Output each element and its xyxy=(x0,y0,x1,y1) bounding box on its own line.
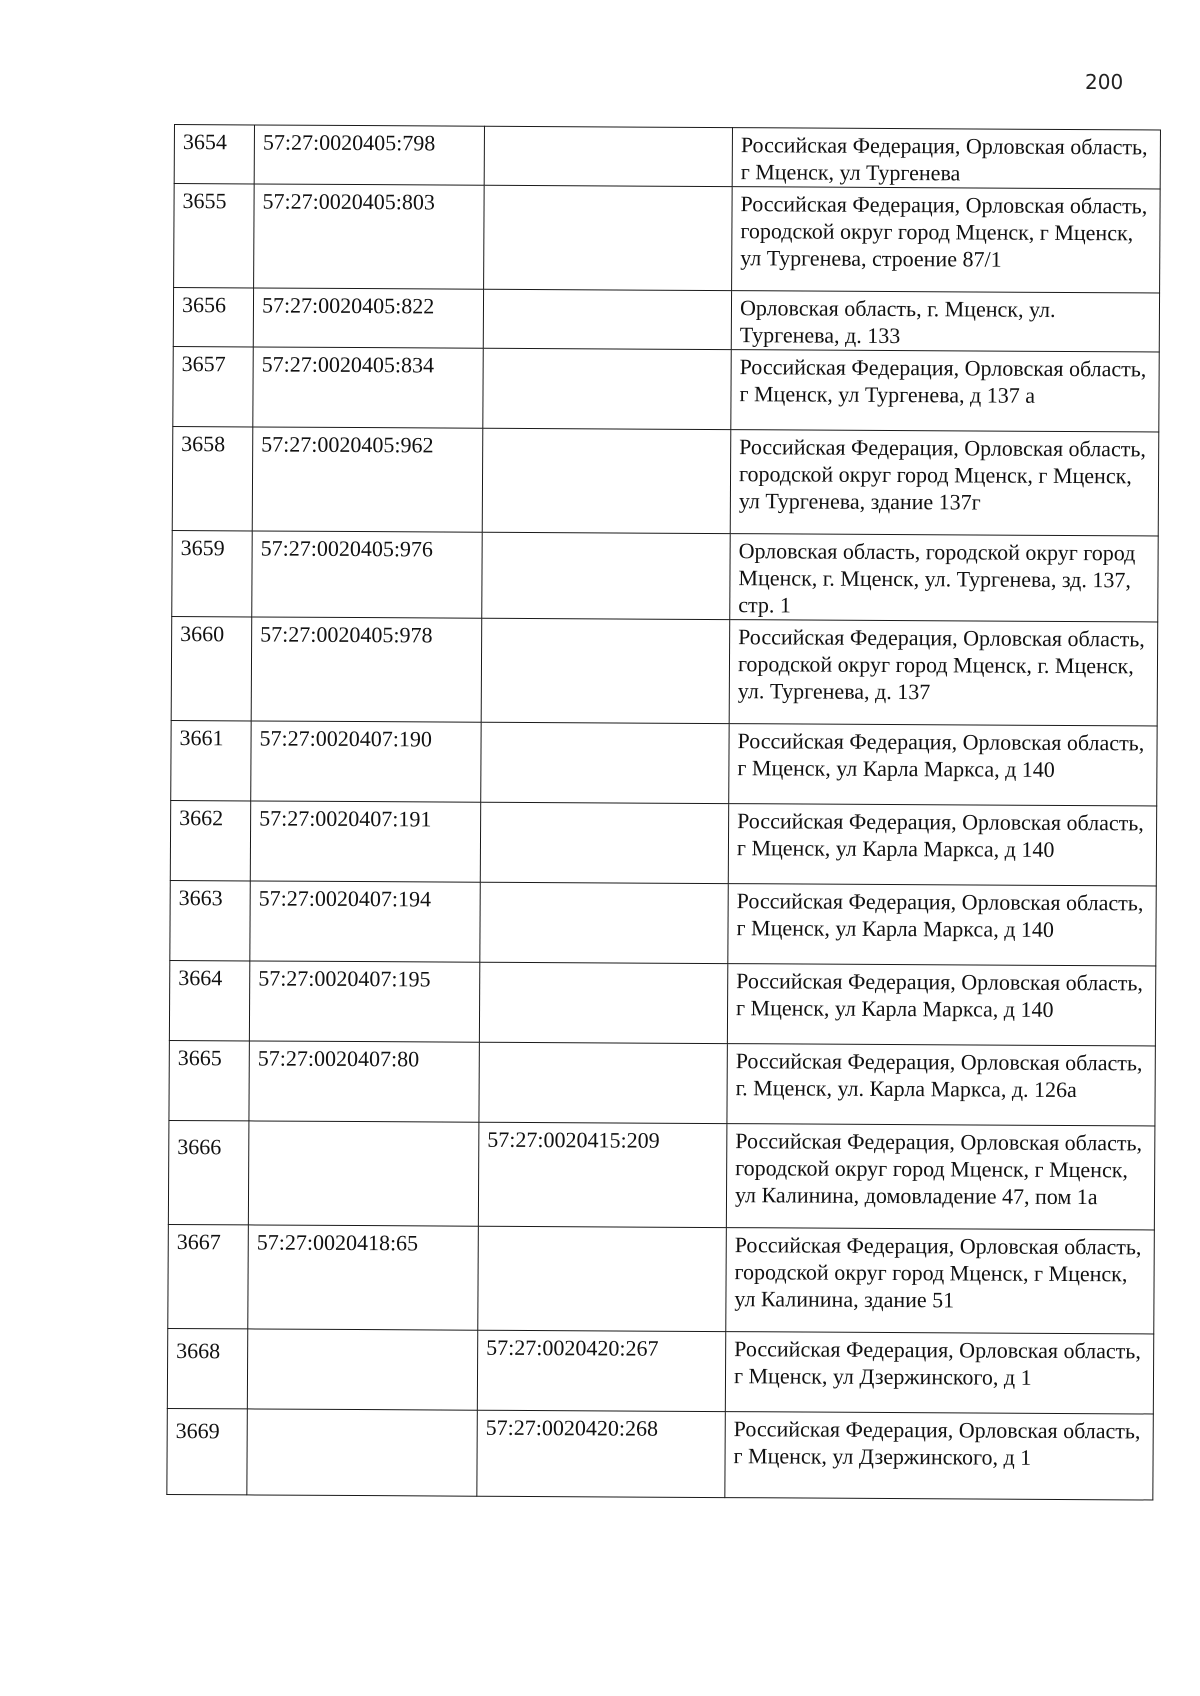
cadastral-number xyxy=(248,1121,479,1226)
parent-cadastral-number xyxy=(479,962,727,1043)
parent-cadastral-number xyxy=(484,126,732,186)
row-number: 3661 xyxy=(171,720,251,800)
table-row xyxy=(171,616,1158,726)
row-number: 3658 xyxy=(172,426,253,530)
parent-cadastral-number xyxy=(482,428,731,533)
cadastral-number: 57:27:0020405:962 xyxy=(252,427,483,532)
address: Российская Федерация, Орловская область, городской округ город Мценск, г Мценск, ул Калинина, здание 51 xyxy=(726,1228,1155,1334)
table-row xyxy=(168,1120,1155,1230)
table-row xyxy=(174,125,1160,190)
parent-cadastral-number xyxy=(484,185,733,290)
parent-cadastral-number xyxy=(483,289,731,349)
parent-cadastral-number: 57:27:0020415:209 xyxy=(478,1122,727,1227)
parent-cadastral-number xyxy=(480,882,728,963)
address: Российская Федерация, Орловская область, г Мценск, ул Дзержинского, д 1 xyxy=(725,1412,1153,1500)
table-row xyxy=(171,720,1157,806)
cadastral-number: 57:27:0020405:978 xyxy=(251,617,482,722)
address: Российская Федерация, Орловская область, городской округ город Мценск, г. Мценск, ул. Тургенева, д. 137 xyxy=(729,620,1158,726)
row-number: 3669 xyxy=(167,1408,247,1494)
address: Российская Федерация, Орловская область, городской округ город Мценск, г Мценск, ул Тургенева, строение 87/1 xyxy=(732,187,1161,293)
table-row xyxy=(174,184,1161,294)
row-number: 3659 xyxy=(172,530,252,616)
table-row xyxy=(173,288,1159,353)
row-number: 3668 xyxy=(167,1328,247,1408)
row-number: 3657 xyxy=(173,346,253,426)
cadastral-number: 57:27:0020405:798 xyxy=(254,125,484,185)
address: Российская Федерация, Орловская область, г. Мценск, ул. Карла Маркса, д. 126а xyxy=(727,1044,1155,1126)
row-number: 3665 xyxy=(169,1040,249,1120)
cadastral-number xyxy=(247,1329,477,1410)
cadastral-number: 57:27:0020405:834 xyxy=(253,347,483,428)
address: Российская Федерация, Орловская область, г Мценск, ул Карла Маркса, д 140 xyxy=(729,724,1157,806)
cadastral-number: 57:27:0020407:190 xyxy=(251,721,481,802)
cadastral-number: 57:27:0020407:194 xyxy=(250,881,480,962)
parent-cadastral-number xyxy=(481,618,730,723)
parent-cadastral-number: 57:27:0020420:268 xyxy=(477,1410,725,1497)
address: Российская Федерация, Орловская область, городской округ город Мценск, г Мценск, ул Калинина, домовладение 47, пом 1а xyxy=(726,1124,1155,1230)
parent-cadastral-number xyxy=(482,532,730,619)
parent-cadastral-number xyxy=(481,722,729,803)
table-row xyxy=(169,960,1155,1046)
cadastral-number: 57:27:0020405:822 xyxy=(253,288,483,348)
cadastral-number: 57:27:0020407:80 xyxy=(249,1041,479,1122)
table-row xyxy=(172,530,1158,622)
cadastral-number: 57:27:0020418:65 xyxy=(248,1225,479,1330)
address: Орловская область, г. Мценск, ул. Тургенева, д. 133 xyxy=(731,291,1159,352)
address: Российская Федерация, Орловская область, городской округ город Мценск, г Мценск, ул Тургенева, здание 137г xyxy=(730,430,1159,536)
address: Российская Федерация, Орловская область, г Мценск, ул Карла Маркса, д 140 xyxy=(728,884,1156,966)
parent-cadastral-number xyxy=(480,802,728,883)
cadastral-number xyxy=(247,1409,477,1496)
address: Орловская область, городской округ город Мценск, г. Мценск, ул. Тургенева, зд. 137, стр. 1 xyxy=(730,534,1158,622)
cadastral-number: 57:27:0020407:195 xyxy=(249,961,479,1042)
row-number: 3667 xyxy=(168,1224,249,1328)
row-number: 3654 xyxy=(174,125,254,184)
row-number: 3663 xyxy=(170,880,250,960)
registry-table xyxy=(166,124,1161,1500)
table-row xyxy=(170,880,1156,966)
table-row xyxy=(173,346,1159,432)
row-number: 3660 xyxy=(171,616,252,720)
address: Российская Федерация, Орловская область, г Мценск, ул Карла Маркса, д 140 xyxy=(727,964,1155,1046)
row-number: 3664 xyxy=(169,960,249,1040)
table-row xyxy=(170,800,1156,886)
parent-cadastral-number: 57:27:0020420:267 xyxy=(477,1330,725,1411)
address: Российская Федерация, Орловская область, г Мценск, ул Тургенева, д 137 а xyxy=(731,350,1159,432)
address: Российская Федерация, Орловская область, г Мценск, ул Дзержинского, д 1 xyxy=(725,1332,1153,1414)
row-number: 3666 xyxy=(168,1120,249,1224)
table-row xyxy=(167,1328,1153,1414)
parent-cadastral-number xyxy=(479,1042,727,1123)
row-number: 3662 xyxy=(170,800,250,880)
row-number: 3656 xyxy=(173,288,253,347)
address: Российская Федерация, Орловская область, г Мценск, ул Тургенева xyxy=(732,128,1160,189)
table-row xyxy=(167,1408,1153,1500)
table-row xyxy=(172,426,1159,536)
address: Российская Федерация, Орловская область, г Мценск, ул Карла Маркса, д 140 xyxy=(728,804,1156,886)
cadastral-number: 57:27:0020405:976 xyxy=(252,531,482,618)
parent-cadastral-number xyxy=(478,1226,727,1331)
row-number: 3655 xyxy=(174,184,255,288)
table-row xyxy=(168,1224,1155,1334)
cadastral-number: 57:27:0020407:191 xyxy=(250,801,480,882)
table-row xyxy=(169,1040,1155,1126)
page-number: 200 xyxy=(1085,70,1124,94)
cadastral-number: 57:27:0020405:803 xyxy=(254,184,485,289)
parent-cadastral-number xyxy=(483,348,731,429)
